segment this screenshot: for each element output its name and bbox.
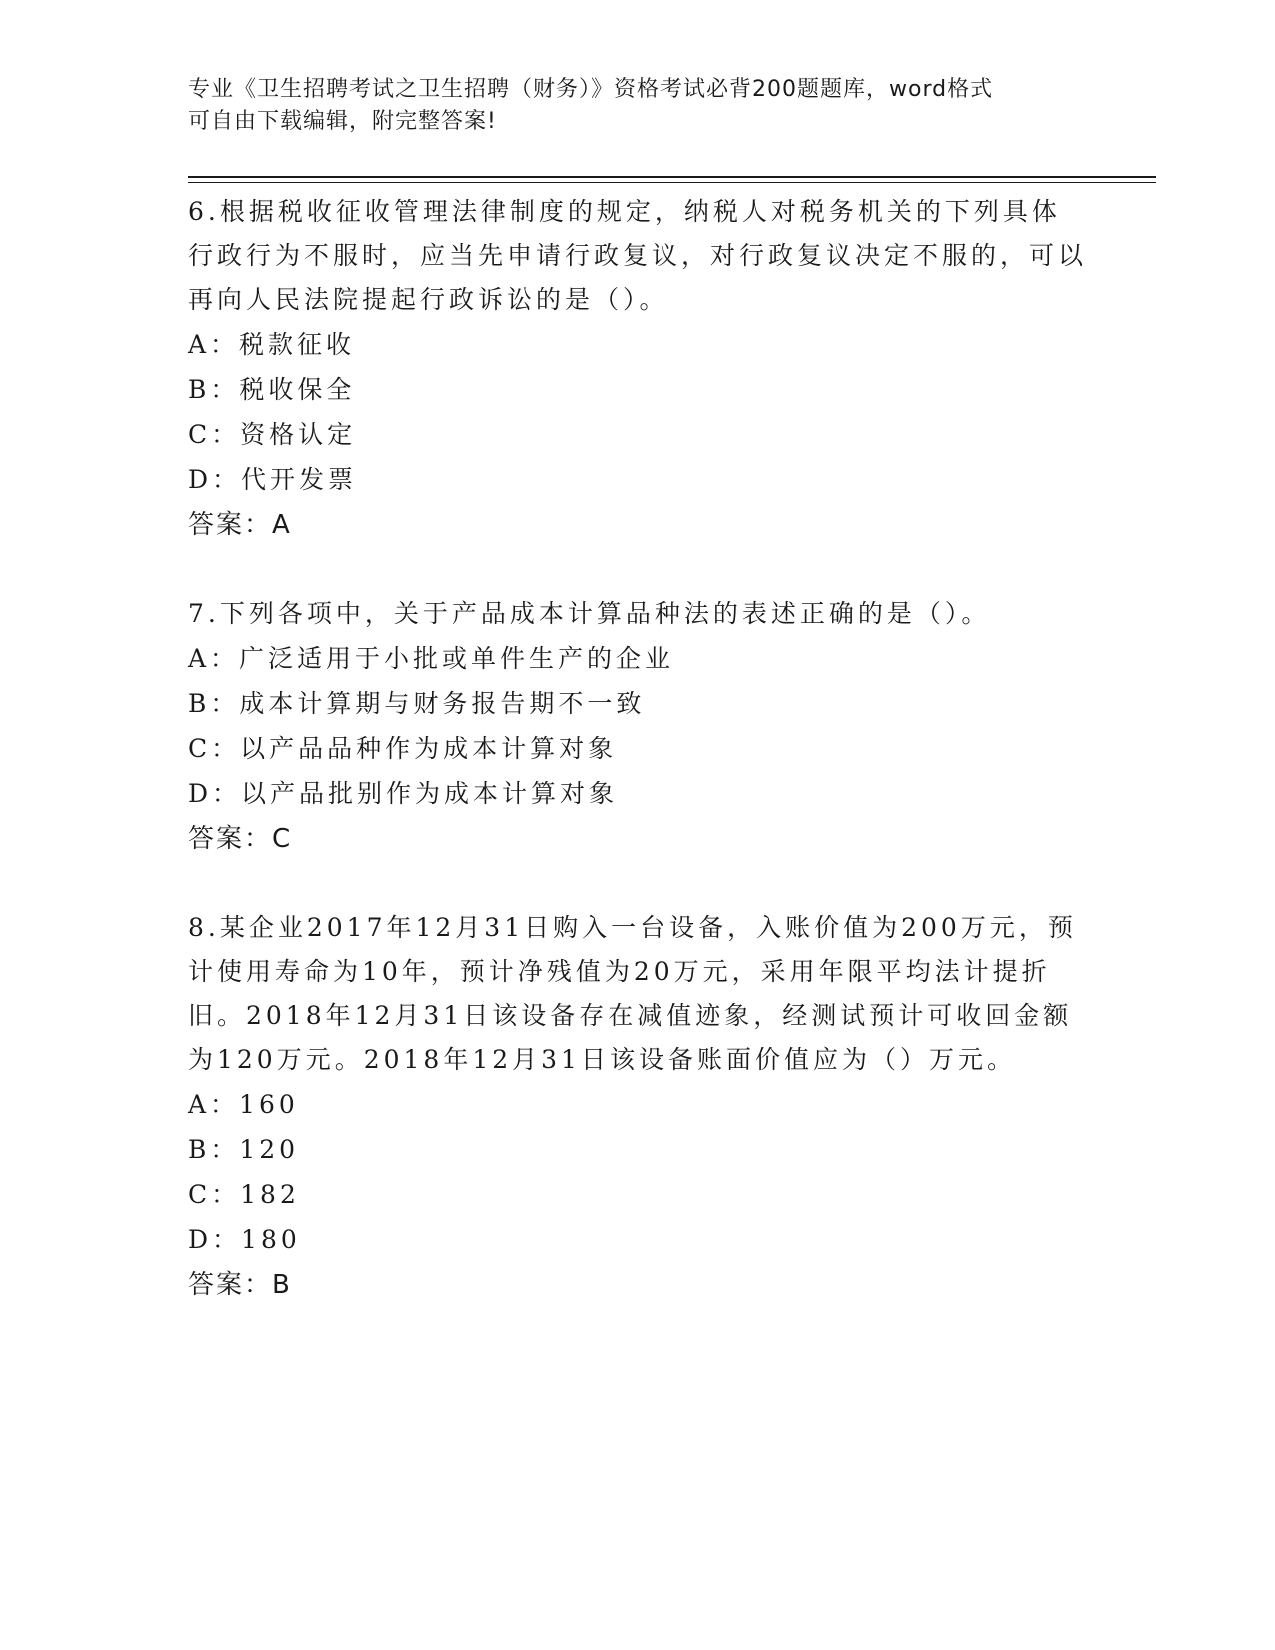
- option-d: D：代开发票: [188, 465, 358, 494]
- question-stem: 7.下列各项中，关于产品成本计算品种法的表述正确的是（）。: [188, 599, 991, 628]
- answer: 答案：C: [188, 824, 293, 854]
- question-stem: 6.根据税收征收管理法律制度的规定，纳税人对税务机关的下列具体行政行为不服时，应当先申请行政复议，对行政复议决定不服的，可以再向人民法院提起行政诉讼的是（）。: [188, 197, 1088, 314]
- option-d: D：180: [188, 1225, 301, 1254]
- option-d: D：以产品批别作为成本计算对象: [188, 779, 619, 808]
- option-c: C：182: [188, 1180, 300, 1209]
- question-list: [188, 190, 1088, 1352]
- header-subtitle-line: 可自由下载编辑，附完整答案!: [188, 109, 497, 134]
- question-stem: 8.某企业2017年12月31日购入一台设备，入账价值为200万元，预计使用寿命为10年，预计净残值为20万元，采用年限平均法计提折旧。2018年12月31日该设备存在减值迹象，经测试预计可收回金额为120万元。2018年12月31日该设备账面价值应为（）万元。: [188, 913, 1077, 1074]
- header-rule-thick: [188, 176, 1156, 178]
- option-c: C：以产品品种作为成本计算对象: [188, 734, 618, 763]
- option-b: B：120: [188, 1135, 300, 1164]
- option-a: A：税款征收: [188, 330, 356, 359]
- document-header: [188, 74, 1068, 138]
- option-c: C：资格认定: [188, 420, 357, 449]
- header-title-line: 专业《卫生招聘考试之卫生招聘（财务）》资格考试必背200题题库，word格式: [188, 77, 994, 102]
- header-rule-thin: [188, 182, 1156, 183]
- option-b: B：税收保全: [188, 375, 356, 404]
- question-6: [188, 190, 1088, 548]
- answer: 答案：A: [188, 510, 292, 540]
- option-b: B：成本计算期与财务报告期不一致: [188, 689, 646, 718]
- option-a: A：广泛适用于小批或单件生产的企业: [188, 644, 675, 673]
- question-7: [188, 592, 1088, 862]
- answer: 答案：B: [188, 1270, 292, 1300]
- question-8: [188, 906, 1088, 1308]
- option-a: A：160: [188, 1090, 299, 1119]
